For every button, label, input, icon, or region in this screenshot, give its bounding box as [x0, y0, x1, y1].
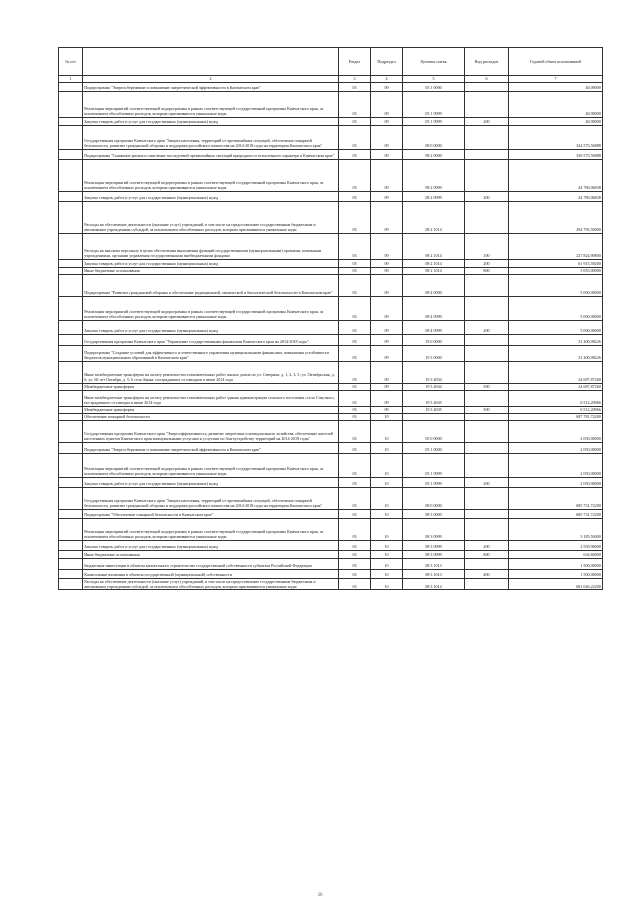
cell-podrazdel: 10: [371, 509, 403, 518]
table-row: [59, 201, 603, 233]
cell-name: Обеспечение пожарной безопасности: [83, 413, 339, 420]
cell-name: Межбюджетные трансферты: [83, 383, 339, 390]
cell-podrazdel: 09: [371, 320, 403, 334]
cell-podrazdel: 09: [371, 117, 403, 125]
cell-vid: [465, 334, 509, 345]
cell-target: 05 1 0999: [403, 117, 465, 125]
cell-razdel: 03: [339, 334, 371, 345]
table-row: [59, 82, 603, 91]
cell-sum: 61 915,59200: [509, 259, 603, 267]
cell-target: 08 3 0999: [403, 550, 465, 558]
cell-name: Иные межбюджетные трансферты на оплату ремонтно-восстановительных работ здания администрации сельского поселения «село Слаутное», пострадавшего от паводка в июне 2014 года: [83, 390, 339, 406]
cell-podrazdel: 09: [371, 334, 403, 345]
cell-podrazdel: 09: [371, 201, 403, 233]
cell-razdel: 03: [339, 442, 371, 453]
cell-target: 08 4 0999: [403, 320, 465, 334]
cell-target: 08 4 0000: [403, 274, 465, 296]
cell-sum: 344 575,56888: [509, 125, 603, 149]
cell-name: Подпрограмма "Развитие гражданской обороны и обеспечение радиационной, химической и биологической безопасности в Камчатском крае": [83, 274, 339, 296]
cell-podrazdel: 10: [371, 420, 403, 442]
cell-vid: 200: [465, 259, 509, 267]
cell-podrazdel: 09: [371, 233, 403, 259]
cell-razdel: 03: [339, 487, 371, 509]
table-row: [59, 296, 603, 320]
cell-sum: 6 512,20966: [509, 406, 603, 413]
cell-no: [59, 82, 83, 91]
table-row: [59, 345, 603, 361]
table-row: [59, 509, 603, 518]
cell-target: 19 3 4035: [403, 390, 465, 406]
cell-vid: [465, 201, 509, 233]
cell-sum: 24 687,87260: [509, 383, 603, 390]
cell-podrazdel: 10: [371, 453, 403, 477]
cell-razdel: 03: [339, 509, 371, 518]
cell-target: 08 2 1014: [403, 267, 465, 274]
cell-sum: 5 000,00000: [509, 296, 603, 320]
cell-no: [59, 117, 83, 125]
cell-name: Реализация мероприятий соответствующей подпрограммы в рамках соответствующей государственной программы Камчатского края, за исключением обособленных расходов, которым присваиваются уникальные коды: [83, 296, 339, 320]
column-number: 7: [509, 75, 603, 82]
cell-sum: 227 824,90800: [509, 233, 603, 259]
cell-no: [59, 149, 83, 159]
cell-name: Капитальные вложения в объекты государственной (муниципальной) собственности: [83, 569, 339, 578]
cell-vid: [465, 149, 509, 159]
cell-no: [59, 296, 83, 320]
cell-name: Закупка товаров, работ и услуг для государственных (муниципальных) нужд: [83, 117, 339, 125]
cell-no: [59, 413, 83, 420]
cell-no: [59, 550, 83, 558]
cell-name: Подпрограмма "Энергосбережение и повышение энергетической эффективности в Камчатском крае": [83, 442, 339, 453]
cell-razdel: 03: [339, 320, 371, 334]
cell-podrazdel: 09: [371, 267, 403, 274]
cell-vid: 100: [465, 233, 509, 259]
cell-podrazdel: 09: [371, 159, 403, 191]
column-number: 2: [83, 75, 339, 82]
cell-target: 08 2 0999: [403, 191, 465, 201]
cell-razdel: 03: [339, 558, 371, 569]
header-vid: Вид расходов: [465, 48, 509, 76]
cell-razdel: 03: [339, 82, 371, 91]
cell-razdel: 03: [339, 296, 371, 320]
table-row: [59, 518, 603, 540]
cell-sum: 44 780,06838: [509, 159, 603, 191]
cell-target: [403, 413, 465, 420]
cell-target: 08 0 0000: [403, 125, 465, 149]
cell-target: 05 0 0000: [403, 420, 465, 442]
column-number: 4: [371, 75, 403, 82]
cell-no: [59, 477, 83, 487]
cell-target: 08 3 0999: [403, 540, 465, 550]
table-row: [59, 159, 603, 191]
header-podrazdel: Подраздел: [371, 48, 403, 76]
cell-no: [59, 233, 83, 259]
cell-name: Иные бюджетные ассигнования: [83, 550, 339, 558]
cell-sum: 681 046,22200: [509, 578, 603, 590]
cell-sum: 24 687,87260: [509, 361, 603, 383]
cell-name: Реализация мероприятий соответствующей подпрограммы в рамках соответствующей государственной программы Камчатского края, за исключением обособленных расходов, которым присваиваются уникальные коды: [83, 91, 339, 117]
cell-no: [59, 159, 83, 191]
page-number: 30: [317, 893, 323, 898]
cell-podrazdel: 09: [371, 91, 403, 117]
table-row: [59, 259, 603, 267]
header-sum: Годовой объем ассигнований: [509, 48, 603, 76]
cell-target: 08 2 0000: [403, 149, 465, 159]
cell-sum: 44 780,06838: [509, 191, 603, 201]
cell-razdel: 03: [339, 125, 371, 149]
column-number: 6: [465, 75, 509, 82]
cell-target: 19 3 0000: [403, 345, 465, 361]
cell-target: 08 0 0000: [403, 487, 465, 509]
cell-razdel: 03: [339, 569, 371, 578]
cell-podrazdel: 10: [371, 550, 403, 558]
cell-podrazdel: 10: [371, 578, 403, 590]
cell-no: [59, 406, 83, 413]
cell-no: [59, 383, 83, 390]
cell-podrazdel: 09: [371, 406, 403, 413]
cell-sum: 634,60000: [509, 550, 603, 558]
cell-razdel: 03: [339, 550, 371, 558]
table-row: [59, 413, 603, 420]
cell-name: Государственная программа Камчатского края "Защита населения, территорий от чрезвычайных ситуаций, обеспечение пожарной безопасности, развитие гражданской обороны и поддержка российского казачества на 2014-2018 годы на территории Камчатского края": [83, 125, 339, 149]
cell-target: 08 3 1013: [403, 569, 465, 578]
cell-no: [59, 267, 83, 274]
cell-no: [59, 361, 83, 383]
cell-vid: [465, 296, 509, 320]
cell-razdel: 03: [339, 117, 371, 125]
cell-sum: 5 055,00000: [509, 267, 603, 274]
cell-podrazdel: 09: [371, 361, 403, 383]
cell-no: [59, 518, 83, 540]
table-row: [59, 267, 603, 274]
header-razdel: Раздел: [339, 48, 371, 76]
column-number: 3: [339, 75, 371, 82]
cell-target: 05 1 0999: [403, 453, 465, 477]
cell-target: 19 3 4034: [403, 361, 465, 383]
cell-sum: 687 781,72200: [509, 413, 603, 420]
cell-sum: 2 050,00000: [509, 477, 603, 487]
cell-sum: 40,00000: [509, 117, 603, 125]
cell-vid: 400: [465, 569, 509, 578]
cell-sum: 6 512,20966: [509, 390, 603, 406]
table-row: [59, 191, 603, 201]
table-row: [59, 233, 603, 259]
cell-name: Закупка товаров, работ и услуг для государственных (муниципальных) нужд: [83, 540, 339, 550]
cell-no: [59, 125, 83, 149]
cell-vid: [465, 453, 509, 477]
cell-podrazdel: 09: [371, 259, 403, 267]
cell-razdel: 03: [339, 578, 371, 590]
cell-no: [59, 345, 83, 361]
cell-sum: 2 050,00000: [509, 420, 603, 442]
column-numbers-row: [59, 75, 603, 82]
cell-name: Межбюджетные трансферты: [83, 406, 339, 413]
table-row: [59, 558, 603, 569]
cell-name: Закупка товаров, работ и услуг для государственных (муниципальных) нужд: [83, 191, 339, 201]
budget-table: [58, 47, 603, 590]
cell-no: [59, 540, 83, 550]
cell-no: [59, 191, 83, 201]
header-no: № п/п: [59, 48, 83, 76]
cell-no: [59, 509, 83, 518]
cell-target: 05 1 0000: [403, 442, 465, 453]
cell-razdel: 03: [339, 390, 371, 406]
table-row: [59, 361, 603, 383]
cell-target: 08 3 0000: [403, 509, 465, 518]
cell-vid: 200: [465, 320, 509, 334]
cell-target: 08 3 1014: [403, 578, 465, 590]
cell-name: Подпрограмма "Создание условий для эффективного и ответственного управления муниципальными финансами, повышения устойчивости бюджетов муниципальных образований в Камчатском крае": [83, 345, 339, 361]
cell-no: [59, 259, 83, 267]
table-row: [59, 149, 603, 159]
cell-no: [59, 420, 83, 442]
cell-target: 19 3 4035: [403, 406, 465, 413]
cell-name: Расходы на выплаты персоналу в целях обеспечения выполнения функций государственными (муниципальными) органами, казенными учреждениями, органами управления государственными внебюджетными фондами: [83, 233, 339, 259]
cell-razdel: 03: [339, 361, 371, 383]
cell-sum: 1 500,00000: [509, 569, 603, 578]
cell-vid: [465, 509, 509, 518]
cell-vid: 200: [465, 191, 509, 201]
cell-sum: 3 185,50000: [509, 518, 603, 540]
cell-vid: 500: [465, 406, 509, 413]
cell-razdel: 03: [339, 267, 371, 274]
cell-razdel: 03: [339, 159, 371, 191]
cell-razdel: 03: [339, 420, 371, 442]
cell-target: 08 2 1014: [403, 201, 465, 233]
cell-name: Закупка товаров, работ и услуг для государственных (муниципальных) нужд: [83, 320, 339, 334]
cell-razdel: 03: [339, 149, 371, 159]
cell-vid: [465, 518, 509, 540]
cell-vid: [465, 361, 509, 383]
cell-target: 08 3 1013: [403, 558, 465, 569]
cell-podrazdel: 09: [371, 345, 403, 361]
cell-razdel: 03: [339, 91, 371, 117]
cell-name: Государственная программа Камчатского края "Энергоэффективность, развитие энергетики и коммунального хозяйства, обеспечение жителей населенных пунктов Камчатского края коммунальными услугами и услугами по благоустройству территорий на 2014-2018 годы": [83, 420, 339, 442]
cell-sum: 5 000,00000: [509, 274, 603, 296]
table-row: [59, 569, 603, 578]
table-row: [59, 125, 603, 149]
cell-razdel: 03: [339, 191, 371, 201]
cell-target: 19 0 0000: [403, 334, 465, 345]
cell-sum: 294 795,50000: [509, 201, 603, 233]
cell-name: Бюджетные инвестиции в объекты капитального строительства государственной собственности субъектов Российской Федерации: [83, 558, 339, 569]
column-number: 1: [59, 75, 83, 82]
table-row: [59, 453, 603, 477]
cell-no: [59, 569, 83, 578]
cell-sum: 2 050,00000: [509, 453, 603, 477]
cell-razdel: 03: [339, 259, 371, 267]
cell-vid: [465, 159, 509, 191]
cell-vid: 800: [465, 267, 509, 274]
cell-vid: [465, 91, 509, 117]
cell-razdel: 03: [339, 383, 371, 390]
cell-razdel: 03: [339, 477, 371, 487]
cell-podrazdel: 10: [371, 413, 403, 420]
cell-no: [59, 334, 83, 345]
cell-target: 05 1 0999: [403, 91, 465, 117]
cell-podrazdel: 09: [371, 125, 403, 149]
table-row: [59, 320, 603, 334]
cell-sum: 31 200,08226: [509, 334, 603, 345]
cell-vid: 800: [465, 550, 509, 558]
table-row: [59, 390, 603, 406]
table-row: [59, 420, 603, 442]
cell-no: [59, 201, 83, 233]
cell-razdel: 03: [339, 233, 371, 259]
table-row: [59, 540, 603, 550]
cell-no: [59, 274, 83, 296]
table-row: [59, 550, 603, 558]
cell-name: Государственная программа Камчатского края "Защита населения, территорий от чрезвычайных ситуаций, обеспечение пожарной безопасности, развитие гражданской обороны и поддержка российского казачества на 2014-2018 годы на территории Камчатского края": [83, 487, 339, 509]
cell-razdel: 03: [339, 540, 371, 550]
cell-vid: [465, 345, 509, 361]
cell-name: Реализация мероприятий соответствующей подпрограммы в рамках соответствующей государственной программы Камчатского края, за исключением обособленных расходов, которым присваиваются уникальные коды: [83, 159, 339, 191]
cell-name: Реализация мероприятий соответствующей подпрограммы в рамках соответствующей государственной программы Камчатского края, за исключением обособленных расходов, которым присваиваются уникальные коды: [83, 453, 339, 477]
cell-name: Расходы на обеспечение деятельности (оказание услуг) учреждений, в том числе на предоставление государственным бюджетным и автономным учреждениям субсидий, за исключением обособленных расходов, которым присваиваются уникальные коды: [83, 578, 339, 590]
cell-razdel: 03: [339, 406, 371, 413]
cell-target: 08 4 0999: [403, 296, 465, 320]
cell-sum: 1 500,00000: [509, 558, 603, 569]
cell-vid: [465, 578, 509, 590]
cell-no: [59, 558, 83, 569]
table-row: [59, 442, 603, 453]
cell-target: 08 2 0999: [403, 159, 465, 191]
cell-vid: 200: [465, 117, 509, 125]
table-header-row: [59, 48, 603, 76]
table-row: [59, 477, 603, 487]
table-row: [59, 406, 603, 413]
cell-name: Подпрограмма "Обеспечение пожарной безопасности в Камчатском крае": [83, 509, 339, 518]
cell-sum: 40,00000: [509, 82, 603, 91]
cell-target: 05 1 0000: [403, 82, 465, 91]
cell-vid: [465, 558, 509, 569]
cell-name: Государственная программа Камчатского края "Управление государственными финансами Камчатского края на 2014-2018 годы": [83, 334, 339, 345]
cell-vid: [465, 125, 509, 149]
cell-no: [59, 578, 83, 590]
cell-vid: 200: [465, 540, 509, 550]
cell-razdel: 03: [339, 453, 371, 477]
table-row: [59, 117, 603, 125]
cell-target: 19 3 4034: [403, 383, 465, 390]
cell-name: Реализация мероприятий соответствующей подпрограммы в рамках соответствующей государственной программы Камчатского края, за исключением обособленных расходов, которым присваиваются уникальные коды: [83, 518, 339, 540]
cell-sum: 40,00000: [509, 91, 603, 117]
table-row: [59, 383, 603, 390]
cell-vid: [465, 390, 509, 406]
cell-name: Подпрограмма "Снижение рисков и смягчение последствий чрезвычайных ситуаций природного и техногенного характера в Камчатском крае": [83, 149, 339, 159]
cell-target: 08 3 0999: [403, 518, 465, 540]
cell-podrazdel: 10: [371, 477, 403, 487]
table-row: [59, 487, 603, 509]
cell-vid: 500: [465, 383, 509, 390]
cell-sum: 5 000,00000: [509, 320, 603, 334]
cell-podrazdel: 09: [371, 296, 403, 320]
cell-vid: [465, 274, 509, 296]
cell-podrazdel: 10: [371, 518, 403, 540]
cell-razdel: 03: [339, 201, 371, 233]
cell-sum: 2 050,00000: [509, 442, 603, 453]
cell-razdel: 03: [339, 413, 371, 420]
table-row: [59, 91, 603, 117]
cell-vid: [465, 487, 509, 509]
cell-vid: 200: [465, 477, 509, 487]
cell-no: [59, 390, 83, 406]
cell-no: [59, 320, 83, 334]
cell-no: [59, 453, 83, 477]
cell-vid: [465, 413, 509, 420]
table-row: [59, 578, 603, 590]
cell-sum: 339 575,56888: [509, 149, 603, 159]
cell-podrazdel: 10: [371, 569, 403, 578]
cell-name: Расходы на обеспечение деятельности (оказание услуг) учреждений, в том числе на предоставление государственным бюджетным и автономным учреждениям субсидий, за исключением обособленных расходов, которым присваиваются уникальные коды: [83, 201, 339, 233]
cell-sum: 31 200,08226: [509, 345, 603, 361]
cell-target: 08 2 1014: [403, 259, 465, 267]
cell-vid: [465, 420, 509, 442]
cell-vid: [465, 442, 509, 453]
cell-razdel: 03: [339, 518, 371, 540]
cell-no: [59, 442, 83, 453]
cell-name: Иные бюджетные ассигнования: [83, 267, 339, 274]
cell-no: [59, 91, 83, 117]
cell-podrazdel: 09: [371, 149, 403, 159]
cell-sum: 2 550,90000: [509, 540, 603, 550]
cell-name: Закупка товаров, работ и услуг для государственных (муниципальных) нужд: [83, 477, 339, 487]
header-name: [83, 48, 339, 76]
cell-razdel: 03: [339, 345, 371, 361]
table-row: [59, 334, 603, 345]
table-row: [59, 274, 603, 296]
cell-podrazdel: 10: [371, 487, 403, 509]
cell-vid: [465, 82, 509, 91]
cell-podrazdel: 10: [371, 540, 403, 550]
cell-podrazdel: 09: [371, 274, 403, 296]
cell-podrazdel: 09: [371, 390, 403, 406]
column-number: 5: [403, 75, 465, 82]
cell-no: [59, 487, 83, 509]
cell-target: 08 2 1014: [403, 233, 465, 259]
header-target: Целевая статья: [403, 48, 465, 76]
cell-podrazdel: 10: [371, 558, 403, 569]
document-sheet: [58, 47, 602, 590]
cell-name: Подпрограмма "Энергосбережение и повышение энергетической эффективности в Камчатском крае": [83, 82, 339, 91]
cell-podrazdel: 09: [371, 383, 403, 390]
cell-podrazdel: 09: [371, 82, 403, 91]
cell-sum: 685 731,72200: [509, 487, 603, 509]
cell-podrazdel: 10: [371, 442, 403, 453]
cell-razdel: 03: [339, 274, 371, 296]
cell-name: Закупка товаров, работ и услуг для государственных (муниципальных) нужд: [83, 259, 339, 267]
cell-podrazdel: 09: [371, 191, 403, 201]
cell-sum: 685 731,72200: [509, 509, 603, 518]
cell-target: 05 1 0999: [403, 477, 465, 487]
cell-name: Иные межбюджетные трансферты на оплату ремонтно-восстановительных работ жилых домов по ул. Северная, д. 1, 2, 3, 5; ул. Октябрьская, д. 6; ул. 60 лет Октября, д. 5, 6 села Аянка, пострадавших от паводков в июне 2014 года: [83, 361, 339, 383]
